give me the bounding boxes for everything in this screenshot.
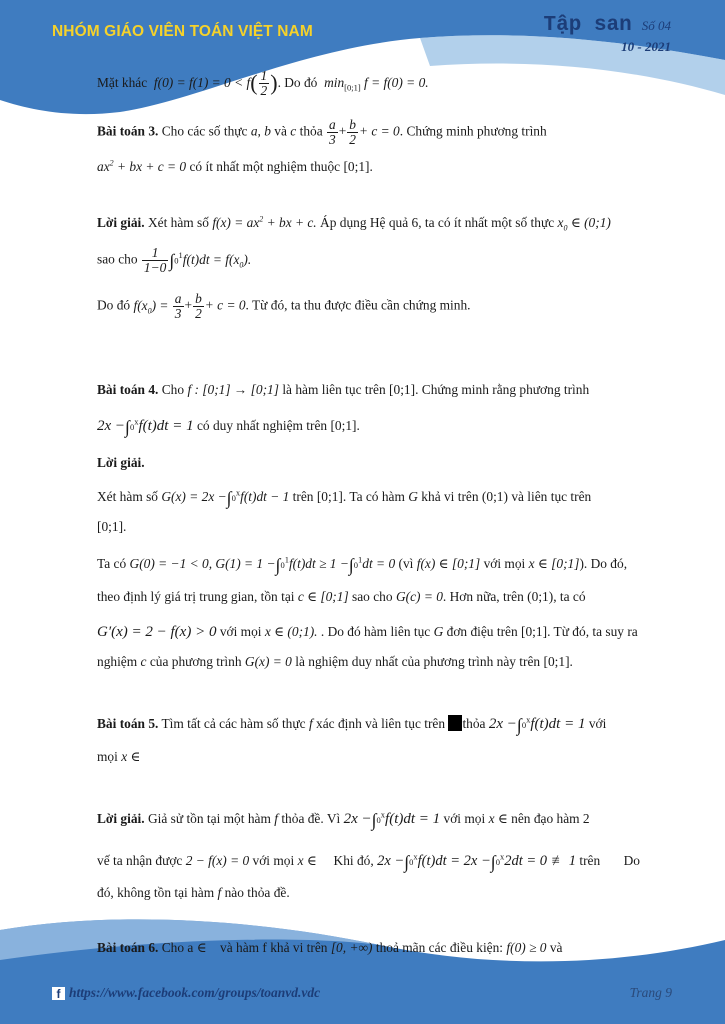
text-line: Lời giải. Giả sử tồn tại một hàm f thỏa đề. Vì $2x -\int 0^xf(t)dt = 1$ với mọi x ∈ nên đạo hàm 2 (97, 809, 590, 830)
footer (52, 985, 672, 1001)
group-name: NHÓM GIÁO VIÊN TOÁN VIỆT NAM (52, 23, 313, 40)
text-line: Bài toán 5. Tìm tất cả các hàm số thực f xác định và liên tục trên thỏa $2x -\int 0^xf(t)dt = 1$ với (97, 714, 607, 735)
text-line: đó, không tồn tại hàm f nào thỏa đề. (97, 885, 290, 900)
text-line: Bài toán 4. Cho f : [0;1] → [0;1] là hàm liên tục trên [0;1]. Chứng minh rằng phương trình (97, 382, 590, 397)
journal-title: Tập san (543, 14, 632, 37)
text-line: Lời giải. Xét hàm số $f(x) = ax^2$ + bx + c. Áp dụng Hệ quả 6, ta có ít nhất một số thực $x_0$ ∈ (0;1) (97, 214, 611, 233)
text-line: Xét hàm số $G(x) = 2x -\int 0^xf(t)dt - 1$ trên [0;1]. Ta có hàm G khả vi trên (0;1) và liên tục trên (97, 487, 592, 508)
text-line: Mặt khác f(0) = f(1) = 0 < f( $\frac{1}{2}$ ). Do đó $\min_{[0;1]} f = f(0) = 0$. (97, 68, 429, 99)
text-line: [0;1]. (97, 519, 127, 534)
text-line: vế ta nhận được 2 − f(x) = 0 với mọi x ∈ Khi đó, $2x -\int 0^xf(t)dt = 2x -\int 0^x2dt = 0$ ≢ 1 trên Do (97, 851, 641, 872)
text-line: Bài toán 6. Cho a ∈ và hàm f khả vi trên [0, +∞) thoả mãn các điều kiện: f(0) ≥ 0 và (97, 940, 563, 955)
journal-block (544, 14, 671, 55)
page-number: Trang 9 (629, 985, 672, 1000)
missing-symbol-box (448, 715, 462, 731)
journal-issue: Số 04 (641, 18, 671, 33)
text-line: theo định lý giá trị trung gian, tồn tại c ∈ [0;1] sao cho G(c) = 0. Hơn nữa, trên (0;1), ta có (97, 589, 586, 604)
text-line: $2x -\int 0^xf(t)dt = 1$ có duy nhất nghiệm trên [0;1]. (97, 416, 360, 437)
text-line: nghiệm c của phương trình G(x) = 0 là nghiệm duy nhất của phương trình này trên [0;1]. (97, 654, 573, 669)
text-line: Lời giải. (97, 455, 145, 470)
facebook-icon: f (52, 987, 65, 1000)
text-line: G′(x) = 2 − f(x) > 0 với mọi x ∈ (0;1). . Do đó hàm liên tục G đơn điệu trên [0;1]. Từ đó, ta suy ra (97, 624, 638, 640)
text-line: $ax^2$ + bx + c = 0 có ít nhất một nghiệm thuộc [0;1]. (97, 158, 373, 174)
journal-date: 10 - 2021 (621, 39, 671, 54)
text-line: mọi x ∈ (97, 749, 141, 764)
text-line: sao cho $\frac{1}{1-0}$ $\int 0^1f(t)dt = f(x_0)$. (97, 245, 252, 276)
text-line: Bài toán 3. Cho các số thực a, b và c thỏa $\frac{a}{3}$ + $\frac{b}{2}$ + c = 0. Chứng minh phương trình (97, 117, 547, 148)
text-line: Ta có G(0) = −1 < 0, $G(1) = 1 -\int 0^1f(t)dt \ge 1 -\int 0^1dt = 0$ (vì f(x) ∈ [0;1] với mọi x ∈ [0;1]). Do đó, (97, 554, 628, 575)
text-line: Do đó $f(x_0)$ = $\frac{a}{3}$ + $\frac{b}{2}$ + c = 0. Từ đó, ta thu được điều cần chứng minh. (97, 291, 471, 322)
facebook-group-link[interactable]: https://www.facebook.com/groups/toanvd.vdc (69, 985, 321, 1000)
